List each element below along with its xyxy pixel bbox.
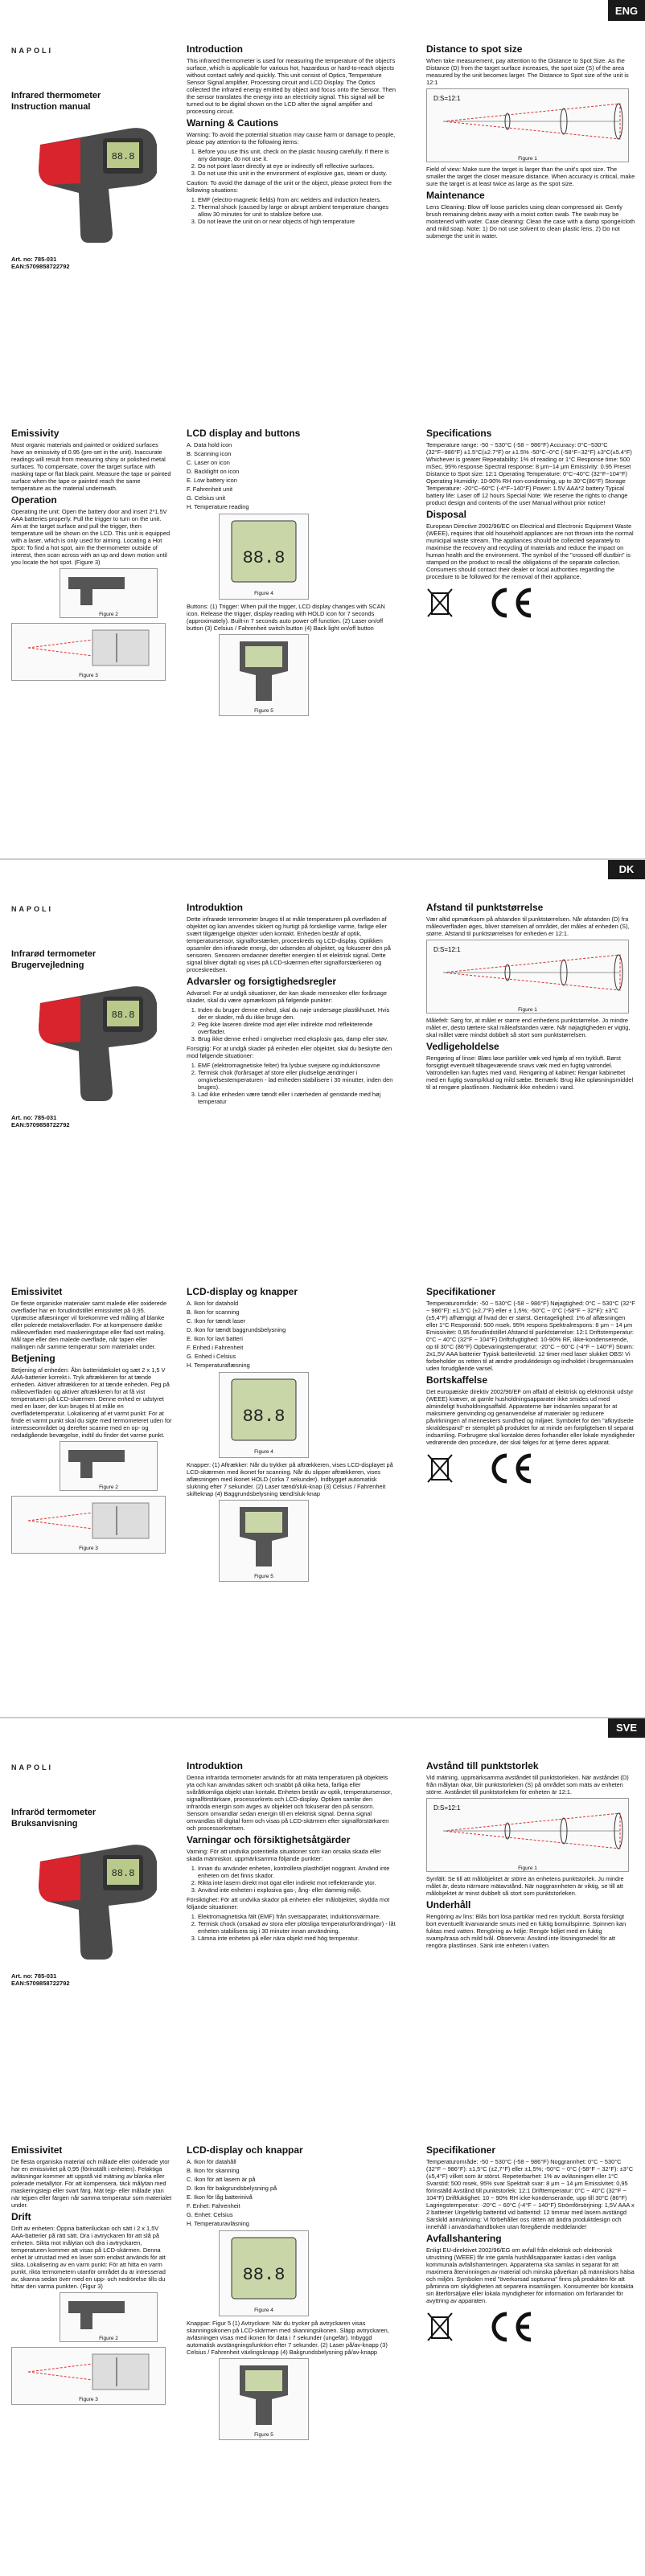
emissivity-text: De flesta organiska material och målade eller oxiderade ytor har en emissivitet på 0,95 (förinställt i enheten). Felaktiga avläsningar kommer att uppstå vid mätning av blanka eller polerade metallytor. För att kompensera, täck målytan med maskeringstejp eller svart färg. Mät tejp- eller målade ytan när tejpen eller färgen når samma temperatur som materialet under. — [11, 2158, 172, 2209]
lcd-items-item: H. Temperaturaflæsning — [187, 1362, 250, 1369]
disposal-text: Det europæiske direktiv 2002/96/EF om affald af elektrisk og elektronisk udstyr (WEEE) kræver, at gamle husholdningsapparater ikke smides ud med almindeligt husholdningsaffald. Apparaterne bør indsamles separat for at maksimere genvinding og genanvendelse af materialer og reducere påvirkningen af menneskers sundhed og miljøet. Symbolet for den "afkrydsede skraldespand" er stemplet på produktet for at minde om forpligtelsen til separat indsamling. Forbrugere skal kontakte deres forhandler eller lokale myndigheder vedrørende den procedure, der skal følges for at fjerne deres apparat. — [426, 1388, 635, 1446]
field-of-view-text: Synfält: Se till att målobjektet är större än enhetens punktstorlek. Ju mindre målet är, desto närmare mätavstånd. När noggrannheten är viktig, se till att målobjektet är minst dubbelt så stort som punktstorleken. — [426, 1875, 624, 1897]
section-divider — [0, 1717, 645, 1718]
lcd-heading: LCD-display og knapper — [187, 1286, 298, 1297]
field-of-view-text: Field of view: Make sure the target is larger than the unit's spot size. The smaller the target the closer measure distance. When accuracy is critical, make sure the target is at least twice as large as the spot size. — [426, 166, 635, 187]
thermometer-back-icon — [220, 2359, 308, 2430]
svg-text:D:S=12:1: D:S=12:1 — [433, 1804, 461, 1812]
weee-bin-icon — [426, 2311, 454, 2343]
figure-5 — [219, 634, 309, 716]
compliance-marks — [426, 585, 635, 620]
lcd-items-item: E. Ikon för låg batterinivå — [187, 2193, 253, 2201]
disposal-heading: Avfallshantering — [426, 2233, 502, 2244]
section-divider — [0, 858, 645, 860]
operation-heading: Drift — [11, 2211, 31, 2222]
figure-5-caption: Figure 5 — [254, 2432, 273, 2438]
caution-list — [187, 196, 396, 225]
weee-bin-icon — [426, 1452, 454, 1485]
lcd-items-item: A. Data hold icon — [187, 441, 232, 448]
operation-heading: Betjening — [11, 1353, 55, 1364]
trigger-icon — [60, 2293, 157, 2333]
thermometer-back-icon — [220, 635, 308, 706]
spec-text: Temperaturområde: -50 ~ 530°C (-58 ~ 986°F) Nøjagtighed: 0°C ~ 530°C (32°F ~ 986°F): ±1,5°C (±2,7°F) eller ± 1,5%; -50°C ~ 0°C (-58°F ~ 32°F): ±3°C (±5,4°F) afhængigt af hvad der er størst. Gentagelighed: 1% af aflæsningen eller 1°C Responstid: 500 msek. 95% respons Spektralrespons: 8 μm ~ 14 μm Emissivitet: 0,95 forudindstillet Afstand til punktstørrelse: 12:1 Driftstemperatur: 0°C ~ 40°C (32°F ~ 104°F) Driftsfugtighed: 10-90% RF, ikke-kondenserende, op til 30°C (86°F) Opbevaringstemperatur: -20°C ~ 60°C (-4°F ~ 140°F) Strøm: 2x1,5V AAA batterier Typisk batterilevetid: 12 timer med laser slukket OBS! Vi forbeholder os retten til at ændre produktdesign og indholdet i brugermanualen uden forudgående varsel. — [426, 1300, 635, 1372]
warn-items-item: 3. Do not use this unit in the environment of explosive gas, steam or dusty. — [198, 170, 396, 177]
lcd-display-icon — [220, 2231, 308, 2305]
emissivity-column — [11, 1284, 172, 1554]
intro-column — [187, 900, 396, 1105]
lcd-heading: LCD display and buttons — [187, 428, 301, 439]
warn-items-item: 3. Brug ikke denne enhed i omgivelser med eksplosiv gas, damp eller støv. — [198, 1035, 396, 1042]
lcd-items-item: G. Celsius unit — [187, 494, 226, 502]
lcd-items-item: D. Ikon för bakgrundsbelysning på — [187, 2185, 277, 2192]
warning-heading: Warning & Cautions — [187, 117, 279, 129]
article-info — [11, 1972, 70, 1987]
title-line-2: Instruction manual — [11, 102, 91, 112]
figure-4-caption: Figure 4 — [254, 1449, 273, 1455]
title-line-1: Infrarød termometer — [11, 949, 97, 959]
caution-items-item: 2. Thermal shock (caused by large or abrupt ambient temperature changes allow 30 minutes for unit to stabilize before use. — [198, 203, 396, 218]
operation-text: Betjening af enheden: Åbn batteridækslet og sæt 2 x 1,5 V AAA-batterier korrekt i. Tryk aftrækkeren for at tænde enheden. Aktiver aftrækkeren for at tænde enheden. Peg på måleoverfladen og aktiver aftrækkeren for at få vist temperaturen på LCD-skærmen. Denne enhed er udstyret med en laser, der kun bruges til at måle en overfladetemperatur. Lokalisering af et varmt punkt: For at finde et varmt punkt skal du sigte med termometeret uden for interesseområdet og derefter scanne med en op- og nedadgående bevægelse, indtil du finder det varme punkt. — [11, 1366, 172, 1439]
svg-text:88.8: 88.8 — [111, 1868, 135, 1879]
title-line-2: Brugervejledning — [11, 960, 84, 970]
figure-3-caption: Figure 3 — [79, 2397, 98, 2402]
language-section — [0, 858, 645, 1717]
manual-title — [11, 948, 96, 971]
lcd-items-item: E. Low battery icon — [187, 477, 237, 484]
figure-4-caption: Figure 4 — [254, 2308, 273, 2313]
lcd-display-icon — [220, 1373, 308, 1447]
distance-column — [426, 900, 635, 1093]
spec-column — [426, 426, 635, 620]
figure-1-caption: Figure 1 — [518, 156, 537, 162]
distance-heading: Afstand til punktstørrelse — [426, 902, 544, 913]
thermometer-icon — [32, 1829, 169, 1966]
caution-items-item: 3. Lad ikke enheden være tændt eller i nærheden af genstande med høj temperatur — [198, 1091, 396, 1105]
brand-logo: NAPOLI — [11, 905, 54, 913]
caution-intro: Caution: To avoid the damage of the unit or the object, please protect from the following situations: — [187, 179, 392, 194]
lcd-items-item: H. Temperaturavläsning — [187, 2220, 249, 2227]
lcd-display-icon — [220, 514, 308, 588]
emissivity-heading: Emissivity — [11, 428, 60, 439]
disposal-text: European Directive 2002/96/EC on Electrical and Electronic Equipment Waste (WEEE), requires that old household appliances are not thrown into the normal municipal waste stream. The appliances should be collected separately to maximise the recovery and recycling of materials and reduce the impact on human health and the environment. The symbol of the "crossed-off dustbin" is stamped on the product to recall the obligations of the separate collection. Consumers should contact their dealer or local authorities regarding the procedure to be followed for the removal of their appliance. — [426, 522, 634, 580]
emissivity-column — [11, 2143, 172, 2405]
maintenance-text: Rengöring av lins: Blås bort lösa partiklar med ren tryckluft. Borsta försiktigt bort eventuellt kvarvarande smuts med en fuktig bomullspinne. Spinnen kan fuktas med vatten. Rengöring av hölje: Rengör höljet med en fuktig svamp/trasa och mild tvål. Observera: Använd inte lösningsmedel för att rengöra plastlinsen. Sänk inte enheten i vatten. — [426, 1913, 627, 1949]
caution-items-item: 2. Termisk chok (forårsaget af store eller pludselige ændringer i omgivelsestemperaturen - lad enheden stabilisere i 30 minutter, inden den bruges). — [198, 1069, 396, 1091]
lcd-icon-list — [187, 1300, 396, 1369]
caution-items-item: 3. Lämna inte enheten på eller nära objekt med hög temperatur. — [198, 1935, 396, 1942]
ean-code: EAN:5709858722792 — [11, 1980, 70, 1987]
figure-5 — [219, 1500, 309, 1582]
warning-list — [187, 1006, 396, 1042]
warn-items-item: 1. Inden du bruger denne enhed, skal du nøje undersøge plastikhuset. Hvis der er skader, må du ikke bruge den. — [198, 1006, 396, 1021]
distance-text: Vær altid opmærksom på afstanden til punktstørrelsen. Når afstanden (D) fra måleoverfladen øges, bliver størrelsen af området, der måles af enheden (S), større. Afstand til punktstørrelsen for enheden er 12:1. — [426, 915, 630, 937]
operation-text: Operating the unit: Open the battery door and insert 2*1.5V AAA batteries properly. Pull the trigger to turn on the unit. Aim at the target surface and pull the trigger, then temperature will be shown on the LCD. This unit is equipped with a laser, which is only used for aiming. Locating a Hot Spot: To find a hot spot, aim the thermometer outside of interest, then scan across with an up and down motion until you locate the hot spot. (Figure 3) — [11, 508, 170, 566]
hot-spot-scan-icon — [12, 1497, 165, 1543]
language-tab: DK — [608, 858, 645, 879]
warning-intro: Varning: För att undvika potentiella situationer som kan orsaka skada eller skada människor, uppmärksamma följande punkter: — [187, 1848, 381, 1862]
article-number: Art. no: 785-031 — [11, 1972, 57, 1980]
ean-code: EAN:5709858722792 — [11, 1121, 70, 1128]
caution-items-item: 2. Termisk chock (orsakad av stora eller plötsliga temperaturförändringar) - låt enheten stabilisera sig i 30 minuter innan användning. — [198, 1920, 396, 1935]
figure-4 — [219, 2230, 309, 2316]
lcd-items-item: G. Enhet: Celsius — [187, 2211, 233, 2218]
caution-items-item: 3. Do not leave the unit on or near objects of high temperature — [198, 218, 396, 225]
thermometer-back-icon — [220, 1501, 308, 1571]
figure-5 — [219, 2358, 309, 2440]
lcd-items-item: C. Ikon for tændt laser — [187, 1317, 246, 1325]
lcd-items-item: F. Enhed i Fahrenheit — [187, 1344, 244, 1351]
disposal-heading: Bortskaffelse — [426, 1374, 488, 1386]
thermometer-icon — [32, 113, 169, 249]
figure-2-caption: Figure 2 — [99, 1485, 118, 1490]
emissivity-text: De fleste organiske materialer samt malede eller oxiderede overflader har en forudindstillet emissivitet på 0,95. Upræcise aflæsninger vil forekomme ved måling af blanke eller polerede metaloverflader. For at kompensere dække måleoverfladen med maskeringstape eller flad sort maling. Mål tape eller den malede overflade, når tapen eller malingen når samme temperatur som materialet under. — [11, 1300, 167, 1350]
maintenance-heading: Vedligeholdelse — [426, 1041, 499, 1052]
emissivity-heading: Emissivitet — [11, 2144, 63, 2156]
caution-items-item: 1. EMF (elektromagnetiske felter) fra lysbue svejsere og induktionsovne — [198, 1062, 396, 1069]
figure-2 — [60, 2292, 158, 2342]
spec-column — [426, 2143, 635, 2345]
maintenance-text: Lens Cleaning: Blow off loose particles using clean compressed air. Gently brush remaining debris away with a moist cotton swab. The swab may be moistened with water. Case cleaning: Clean the case with a damp sponge/cloth and mild soap. Note: 1) Do not use solvent to clean plastic lens. 2) Do not submerge the unit in water. — [426, 203, 635, 240]
figure-4 — [219, 514, 309, 600]
language-tab: ENG — [608, 0, 645, 21]
svg-text:88.8: 88.8 — [242, 548, 286, 568]
emissivity-heading: Emissivitet — [11, 1286, 63, 1297]
buttons-text: Knappar: Figur 5 (1) Avtryckare: När du trycker på avtryckaren visas skanningsikonen på LCD-skärmen med skanningsikonen. Släpp avtryckaren, avläsningen visas med ikonen för data i 7 sekunder (ungefär). Inbyggd automatisk avstängningsfunktion efter 7 sekunder. (2) Laser på/av-knapp (3) Celsius / Fahrenheit växlingsknapp (4) Bakgrundsbelysning på/av-knapp — [187, 2320, 389, 2356]
spot-size-diagram — [427, 89, 628, 154]
spec-heading: Specifications — [426, 428, 492, 439]
svg-text:88.8: 88.8 — [242, 2265, 286, 2285]
trigger-icon — [60, 1442, 157, 1482]
spot-size-diagram — [427, 1799, 628, 1863]
figure-4 — [219, 1372, 309, 1458]
lcd-icon-list — [187, 2158, 396, 2227]
emissivity-column — [11, 426, 172, 681]
distance-heading: Distance to spot size — [426, 43, 523, 55]
lcd-heading: LCD-display och knappar — [187, 2144, 303, 2156]
svg-text:88.8: 88.8 — [111, 151, 135, 162]
caution-list — [187, 1062, 396, 1105]
language-tab: SVE — [608, 1717, 645, 1738]
article-info — [11, 256, 70, 270]
title-line-1: Infrared thermometer — [11, 91, 101, 100]
intro-column — [187, 42, 396, 225]
language-section — [0, 1717, 645, 2575]
warn-items-item: 2. Peg ikke laseren direkte mod øjet eller indirekte mod reflekterende overflader. — [198, 1021, 396, 1035]
warn-items-item: 2. Rikta inte lasern direkt mot ögat eller indirekt mot reflekterande ytor. — [198, 1879, 396, 1886]
maintenance-heading: Maintenance — [426, 190, 485, 201]
figure-4-caption: Figure 4 — [254, 591, 273, 596]
lcd-items-item: A. Ikon for datahold — [187, 1300, 239, 1307]
warn-items-item: 1. Before you use this unit, check on the plastic housing carefully. If there is any damage, do not use it. — [198, 148, 396, 162]
caution-intro: Försiktighet: För att undvika skador på enheten eller målobjektet, skydda mot följande situationer: — [187, 1896, 390, 1910]
figure-5-caption: Figure 5 — [254, 1574, 273, 1579]
figure-3-caption: Figure 3 — [79, 673, 98, 678]
article-info — [11, 1114, 70, 1128]
lcd-items-item: C. Ikon för att lasern är på — [187, 2176, 256, 2183]
figure-3 — [11, 1496, 166, 1554]
figure-3-caption: Figure 3 — [79, 1546, 98, 1551]
warning-intro: Warning: To avoid the potential situation may cause harm or damage to people, please pay attention to the following items: — [187, 131, 396, 145]
warning-list — [187, 1865, 396, 1894]
lcd-items-item: F. Enhet: Fahrenheit — [187, 2202, 240, 2209]
figure-2-caption: Figure 2 — [99, 612, 118, 617]
spec-text: Temperature range: -50 ~ 530°C (-58 ~ 986°F) Accuracy: 0°C~530°C (32°F~986°F) ±1.5°C(±2.7°F) or ±1.5% -50°C~0°C (-58°F~32°F) ±3°C(±5.4°F) Whichever is greater Repeatability: 1% of reading or 1°C Response time: 500 mSec, 95% response Spectral response: 8 μm~14 μm Emissivity: 0.95 Preset Distance to Spot size: 12:1 Operating Temperature: 0°C~40°C (32°F~104°F) Operating Humidity: 10-90% RH non-condensing, up to 30°C(86°F) Storage Temperature: -20°C~60°C (-4°F~140°F) Power: 1.5V AAA*2 battery Typical battery life: Laser off 12 hours Special Note: We reserve the rights to change product design and contents of the user Manual without prior notice! — [426, 441, 632, 506]
figure-3 — [11, 623, 166, 681]
distance-heading: Avstånd till punktstorlek — [426, 1760, 539, 1771]
spec-column — [426, 1284, 635, 1486]
spec-text: Temperaturområde: -50 ~ 530°C (-58 ~ 986°F) Noggrannhet: 0°C ~ 530°C (32°F ~ 986°F): ±1,5°C (±2,7°F) eller ±1,5%; -50°C ~ 0°C (-58°F ~ 32°F): ±3°C (±5,4°F) vilket som är störst. Repeterbarhet: 1% av avläsningen eller 1°C Svarstid: 500 msek, 95% svar Spektralt svar: 8 μm ~ 14 μm Emissivitet: 0,95 förinställd Avstånd till punktstorlek: 12:1 Drifttemperatur: 0°C ~ 40°C (32°F ~ 104°F) Driftfuktighet: 10 ~ 90% RH icke-kondenserande, upp till 30°C (86°F) Lagringstemperatur: -20°C ~ 60°C (-4°F ~ 140°F) Strömförsörjning: 1,5V AAA x 2 batterier Ungefärlig batteritid vid batteritid: 12 timmar med lasern avstängd Särskild anmärkning: Vi förbehåller oss rätten att ändra produktdesign och innehåll i användarhandboken utan föregående meddelande! — [426, 2158, 635, 2230]
figure-1-caption: Figure 1 — [518, 1007, 537, 1013]
intro-column — [187, 1759, 396, 1942]
distance-figure — [426, 1798, 629, 1872]
compliance-marks — [426, 1451, 635, 1486]
spot-size-diagram — [427, 940, 628, 1005]
lcd-items-item: D. Ikon for tændt baggrundsbelysning — [187, 1326, 286, 1333]
trigger-icon — [60, 569, 157, 609]
warn-items-item: 3. Använd inte enheten i explosiva gas-, ång- eller dammig miljö. — [198, 1886, 396, 1894]
lcd-items-item: C. Laser on icon — [187, 459, 230, 466]
field-of-view-text: Målefelt: Sørg for, at målet er større end enhedens punktstørrelse. Jo mindre målet er, desto tættere skal måleafstanden være. Når nøjagtigheden er vigtig, skal målet være mindst dobbelt så stort som punktstørrelsen. — [426, 1017, 631, 1038]
caution-intro: Forsigtig: For at undgå skader på enheden eller objektet, skal du beskytte den mod følgende situationer: — [187, 1045, 392, 1059]
lcd-items-item: B. Scanning icon — [187, 450, 232, 457]
disposal-heading: Disposal — [426, 509, 467, 520]
lcd-items-item: B. Ikon för skanning — [187, 2167, 240, 2174]
ce-mark-icon — [486, 1451, 534, 1486]
lcd-items-item: A. Ikon för datahåll — [187, 2158, 236, 2165]
lcd-items-item: D. Backlight on icon — [187, 468, 240, 475]
weee-bin-icon — [426, 587, 454, 619]
lcd-icon-list — [187, 441, 396, 510]
distance-text: Vid mätning, uppmärksamma avståndet till punktstorleken. När avståndet (D) från målytan ökar, blir punktstorleken (S) på området som mäts av enheten större. Avståndet till punktstorleken för enheten är 12:1. — [426, 1774, 629, 1796]
ean-code: EAN:5709858722792 — [11, 263, 70, 270]
title-line-2: Bruksanvisning — [11, 1819, 78, 1829]
warning-list — [187, 148, 396, 177]
distance-column — [426, 42, 635, 242]
buttons-text: Knapper: (1) Aftrækker: Når du trykker på aftrækkeren, vises LCD-displayet på LCD-skærmen med ikonet for scanning. Når du slipper aftrækkeren, vises aflæsningen med ikonet HOLD (cirka 7 sekunder). Indbygget automatisk slukning efter 7 sekunder. (2) Laser tænd/sluk-knap (3) Celsius / Fahrenheit skifteknap (4) Baggrundsbelysning tænd/sluk-knap — [187, 1461, 393, 1497]
intro-heading: Introduktion — [187, 902, 243, 913]
intro-text: This infrared thermometer is used for measuring the temperature of the object's surface, which is applicable for various hot, hazardous or hard-to-reach objects without contact safely and quickly. This unit consist of Optics, Temperature Sensor Signal amplifier, Processing circuit and LCD Display. The Optics collected the infrared energy emitted by object and focus onto the Sensor. Then the sensor translates the energy into an electricity signal. This signal will be turned out to be digital shown on the LCD after the signal amplifier and processing circuit. — [187, 57, 396, 115]
distance-column — [426, 1759, 635, 1951]
lcd-items-item: E. Ikon for lavt batteri — [187, 1335, 243, 1342]
distance-figure — [426, 940, 629, 1014]
warning-intro: Advarsel: For at undgå situationer, der kan skade mennesker eller forårsage skader, skal du være opmærksom på følgende punkter: — [187, 989, 387, 1004]
compliance-marks — [426, 2309, 635, 2345]
svg-text:D:S=12:1: D:S=12:1 — [433, 95, 461, 102]
maintenance-heading: Underhåll — [426, 1899, 471, 1910]
operation-heading: Operation — [11, 494, 57, 506]
warning-heading: Varningar och försiktighetsåtgärder — [187, 1834, 351, 1845]
intro-text: Denna infraröda termometer används för att mäta temperaturen på objektets yta och kan användas säkert och snabbt på olika heta, farliga eller svåråtkomliga objekt utan kontakt. Enheten består av optik, temperatursensor, signalförstärkare, processorkrets och LCD-display. Optiken samlar den infraröda energin som avges av objektet och fokuserar den på sensorn. Sensorn omvandlar sedan energin till en elektrisk signal. Denna signal omvandlas till digital form och visas på LCD-skärmen efter signalförstärkaren och processorkretsen. — [187, 1774, 392, 1832]
svg-text:88.8: 88.8 — [242, 1407, 286, 1427]
lcd-items-item: B. Ikon for scanning — [187, 1308, 240, 1316]
caution-list — [187, 1913, 396, 1942]
lcd-items-item: H. Temperature reading — [187, 503, 249, 510]
manual-title — [11, 90, 101, 113]
title-line-1: Infraröd termometer — [11, 1808, 97, 1817]
svg-text:D:S=12:1: D:S=12:1 — [433, 946, 461, 953]
maintenance-text: Rengøring af linse: Blæs løse partikler væk ved hjælp af ren trykluft. Børst forsigtigt eventuelt tilbageværende snavs væk med en fugtig vatrondel. Vatrondellen kan fugtes med vand. Rengøring af kabinet: Rengør kabinettet med en fugtig svamp/klud og mild sæbe. Bemærk: Brug ikke opløsningsmiddel til at rengøre plastlinsen. Nedsænk ikke enheden i vand. — [426, 1055, 634, 1091]
hot-spot-scan-icon — [12, 624, 165, 670]
lcd-items-item: G. Enhed i Celsius — [187, 1353, 236, 1360]
thermometer-icon — [32, 971, 169, 1108]
figure-2 — [60, 568, 158, 618]
emissivity-text: Most organic materials and painted or oxidized surfaces have an emissivity of 0.95 (pre-set in the unit). Inaccurate readings will result from measuring shiny or polished metal surfaces. To compensate, cover the target surface with masking tape or flat black paint. Measure the tape or painted surface when the tape or painted reach the same temperature as the material underneath. — [11, 441, 171, 492]
distance-text: When take measurement, pay attention to the Distance to Spot Size. As the Distance (D) from the target surface increases, the spot size (S) of the area measured by the unit becomes larger. The Distance to Spot size of the unit is 12:1 — [426, 57, 629, 86]
intro-text: Dette infrarøde termometer bruges til at måle temperaturen på overfladen af objektet og kan anvendes sikkert og hurtigt på forskellige varme, farlige eller svært tilgængelige objekter uden kontakt. Enheden består af optik, temperatursensor, signalforstærker, proceskreds og LCD-display. Optikken opsamler den infrarøde energi, der udsendes af objektet, og fokuserer den på sensoren. Sensoren omdanner derefter energien til et elektrisk signal. Dette signal bliver digitalt og vises på LCD-skærmen efter signalforstærkeren og proceskredsen. — [187, 915, 391, 973]
warning-heading: Advarsler og forsigtighedsregler — [187, 976, 337, 987]
svg-text:88.8: 88.8 — [111, 1010, 135, 1021]
ce-mark-icon — [486, 585, 534, 620]
intro-heading: Introduction — [187, 43, 243, 55]
figure-1-caption: Figure 1 — [518, 1865, 537, 1871]
brand-logo: NAPOLI — [11, 47, 54, 55]
caution-items-item: 1. EMF (electro-magnetic fields) from arc welders and induction heaters. — [198, 196, 396, 203]
lcd-column — [187, 2143, 396, 2440]
manual-title — [11, 1807, 96, 1829]
intro-heading: Introduktion — [187, 1760, 243, 1771]
warn-items-item: 2. Do not point laser directly at eye or indirectly off reflective surfaces. — [198, 162, 396, 170]
language-section — [0, 0, 645, 858]
figure-3 — [11, 2347, 166, 2405]
figure-2 — [60, 1441, 158, 1491]
figure-2-caption: Figure 2 — [99, 2336, 118, 2341]
lcd-items-item: F. Fahrenheit unit — [187, 485, 233, 493]
lcd-column — [187, 1284, 396, 1582]
warn-items-item: 1. Innan du använder enheten, kontrollera plasthöljet noggrant. Använd inte enheten om det finns skador. — [198, 1865, 396, 1879]
disposal-text: Enligt EU-direktivet 2002/96/EG om avfall från elektrisk och elektronisk utrustning (WEEE) får inte gamla hushållsapparater kastas i den vanliga kommunala avfallshanteringen. Apparaterna ska samlas in separat för att maximera återvinningen av material och minska påverkan på människors hälsa och miljön. Symbolen med "överkorsad soptunna" finns på produkten för att påminna om skyldigheten att separera insamlingen. Konsumenter bör kontakta sin återförsäljare eller lokala myndigheter för information om förfarandet för avyttring av apparaten. — [426, 2246, 635, 2304]
spec-heading: Specifikationer — [426, 1286, 496, 1297]
caution-items-item: 1. Elektromagnetiska fält (EMF) från svetsapparater, induktionsvärmare. — [198, 1913, 396, 1920]
article-number: Art. no: 785-031 — [11, 256, 57, 263]
distance-figure — [426, 88, 629, 162]
figure-5-caption: Figure 5 — [254, 708, 273, 714]
brand-logo: NAPOLI — [11, 1763, 54, 1771]
hot-spot-scan-icon — [12, 2348, 165, 2394]
ce-mark-icon — [486, 2309, 534, 2345]
lcd-column — [187, 426, 396, 716]
buttons-text: Buttons: (1) Trigger: When pull the trigger, LCD display changes with SCAN icon. Release the trigger, display reading with HOLD icon for 7 seconds (approximately). Built-in 7 seconds auto power off function. (2) Laser on/off button (3) Celsius / Fahrenheit switch button (4) Back light on/off button — [187, 603, 385, 632]
spec-heading: Specifikationer — [426, 2144, 496, 2156]
article-number: Art. no: 785-031 — [11, 1114, 57, 1121]
operation-text: Drift av enheten: Öppna batteriluckan och sätt i 2 x 1,5V AAA-batterier på rätt sätt. Dra i avtryckaren för att slå på enheten. Sikta mot målytan och dra i avtryckaren, temperaturen kommer att visas på LCD-skärmen. Denna enhet är utrustad med en laser som endast används för att sikta. Lokalisering av en varm punkt: För att hitta en varm punkt, rikta termometern utanför området du är intresserad av, skanna sedan över med en upp- och nedrörelse tills du hittar den varma punkten. (Figur 3) — [11, 2225, 166, 2290]
